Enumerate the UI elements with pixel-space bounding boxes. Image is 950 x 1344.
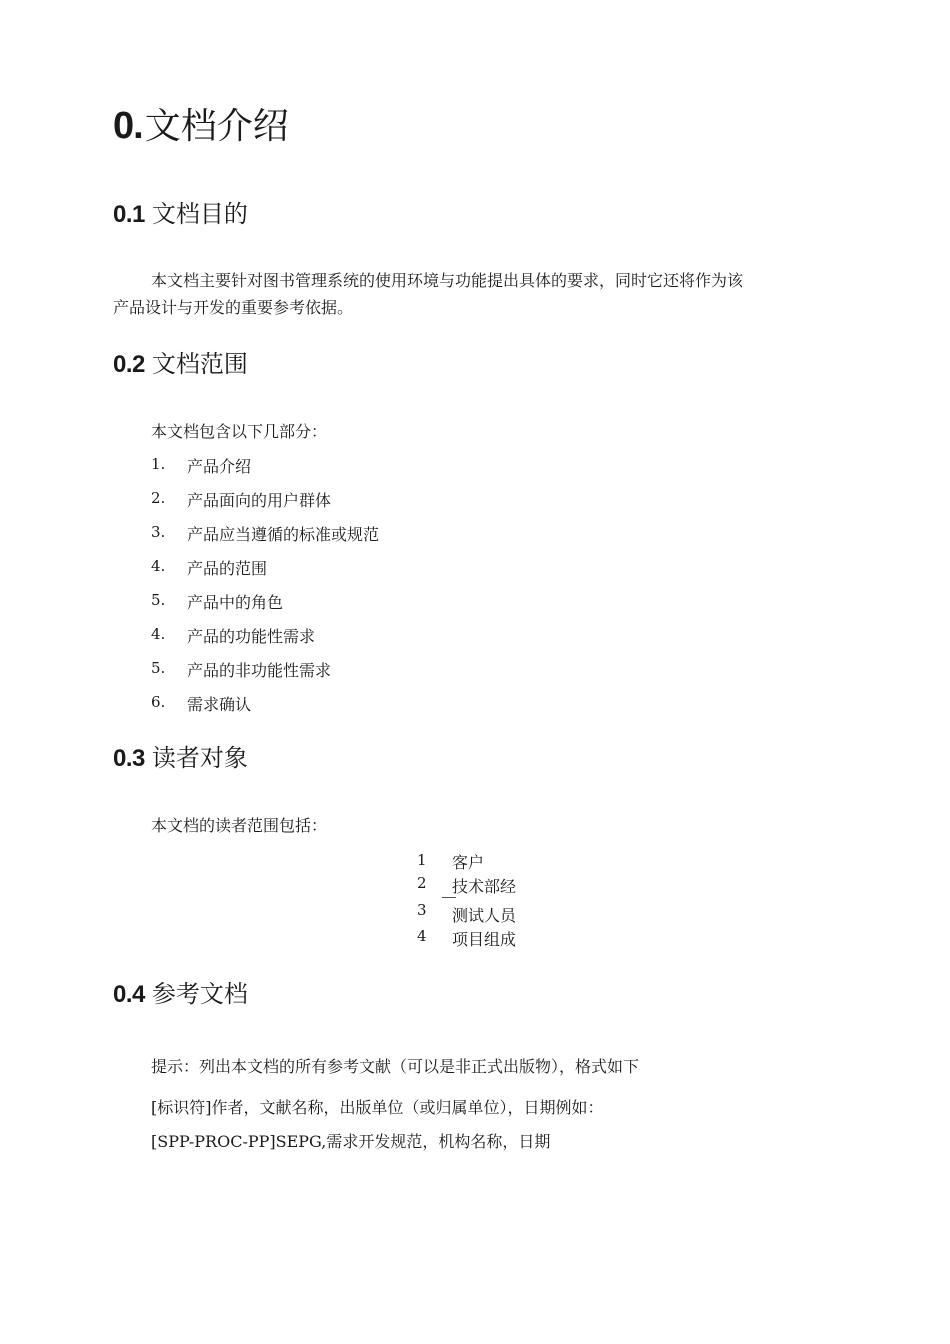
scope-intro: 本文档包含以下几部分： bbox=[151, 422, 328, 441]
list-item-number: 4 bbox=[417, 927, 427, 945]
section-number: 0.3 bbox=[113, 745, 145, 772]
list-item-number: 3 bbox=[417, 901, 427, 919]
section-heading-purpose bbox=[113, 197, 248, 232]
list-item: 产品介绍 bbox=[187, 457, 252, 476]
references-format: [标识符]作者，文献名称，出版单位（或归属单位），日期例如： bbox=[151, 1098, 604, 1117]
section-number: 0.4 bbox=[113, 981, 145, 1008]
list-item-number: 2 bbox=[417, 874, 427, 892]
list-item: 产品的功能性需求 bbox=[187, 627, 316, 646]
list-item: 项目组成 bbox=[452, 930, 517, 949]
list-item: 产品的非功能性需求 bbox=[187, 661, 332, 680]
list-item-number: 5. bbox=[151, 591, 166, 609]
list-item-number: 4. bbox=[151, 625, 166, 643]
list-item-number: 4. bbox=[151, 557, 166, 575]
section-heading-audience bbox=[113, 741, 248, 776]
list-item-number: 3. bbox=[151, 523, 166, 541]
document-title-text: 文档介绍 bbox=[144, 106, 289, 147]
section-heading-scope bbox=[113, 347, 248, 382]
purpose-paragraph-line-2: 产品设计与开发的重要参考依据。 bbox=[113, 298, 354, 317]
list-item: 产品中的角色 bbox=[187, 593, 284, 612]
list-item-number: 1 bbox=[417, 851, 427, 869]
list-item-number: 6. bbox=[151, 693, 166, 711]
document-title-number: 0. bbox=[113, 105, 143, 147]
section-number: 0.1 bbox=[113, 201, 145, 228]
references-hint: 提示：列出本文档的所有参考文献（可以是非正式出版物），格式如下 bbox=[151, 1057, 640, 1076]
list-item: 测试人员 bbox=[452, 906, 517, 925]
references-example: [SPP-PROC-PP]SEPG,需求开发规范，机构名称，日期 bbox=[151, 1132, 551, 1151]
list-item: 技术部经 bbox=[452, 877, 517, 896]
list-item: 产品面向的用户群体 bbox=[187, 491, 332, 510]
section-heading-references bbox=[113, 977, 248, 1012]
list-item: 产品应当遵循的标准或规范 bbox=[187, 525, 380, 544]
audience-intro: 本文档的读者范围包括： bbox=[151, 816, 328, 835]
section-title: 参考文档 bbox=[151, 980, 248, 1008]
list-item-number: 1. bbox=[151, 455, 166, 473]
section-title: 文档范围 bbox=[151, 350, 248, 378]
section-title: 读者对象 bbox=[151, 744, 248, 772]
section-title: 文档目的 bbox=[151, 200, 248, 228]
list-item: 产品的范围 bbox=[187, 559, 268, 578]
list-item-number: 5. bbox=[151, 659, 166, 677]
section-number: 0.2 bbox=[113, 351, 145, 378]
list-item: 客户 bbox=[452, 853, 485, 872]
list-item-number: 2. bbox=[151, 489, 166, 507]
purpose-paragraph-line-1: 本文档主要针对图书管理系统的使用环境与功能提出具体的要求，同时它还将作为该 bbox=[151, 271, 744, 290]
list-item: 需求确认 bbox=[187, 695, 252, 714]
document-title bbox=[113, 100, 289, 153]
stray-mark bbox=[442, 897, 456, 898]
